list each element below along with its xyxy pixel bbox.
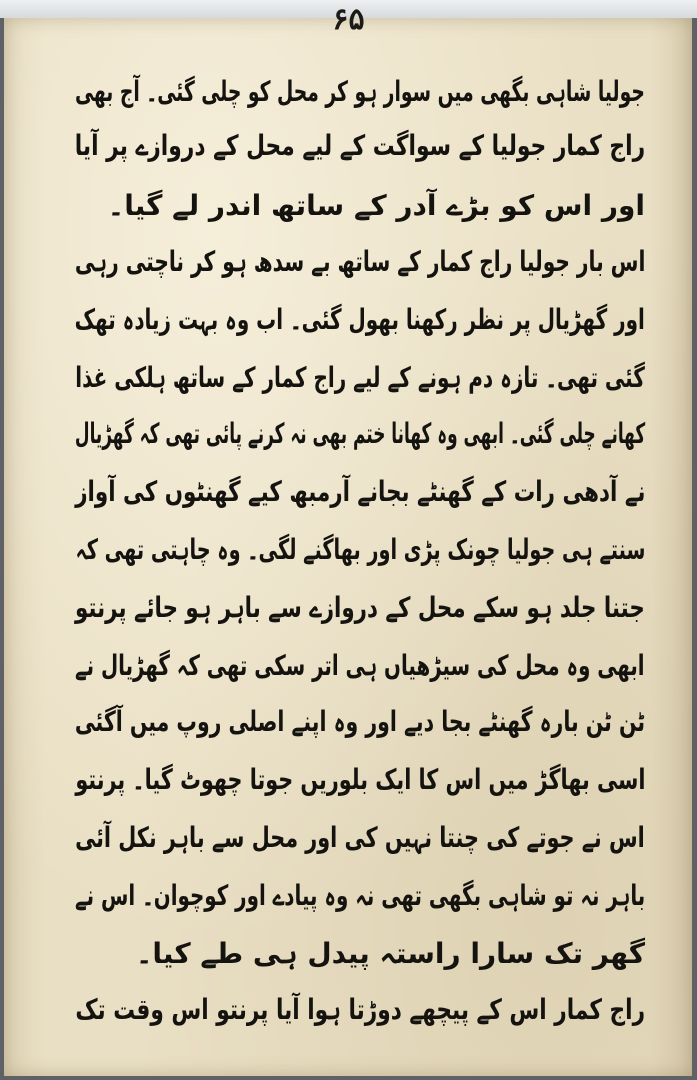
text-line-11: ابھی وہ محل کی سیڑھیاں ہی اتر سکی تھی کہ گھڑیال نے: [75, 649, 645, 682]
page-number: ۶۵: [332, 2, 365, 37]
text-line-1: جولیا شاہی بگھی میں سوار ہو کر محل کو چلی گئی۔ آج بھی: [75, 75, 645, 108]
text-line-10: جتنا جلد ہو سکے محل کے دروازے سے باہر ہو جائے پرنتو: [75, 591, 645, 624]
text-line-8: نے آدھی رات کے گھنٹے بجانے آرمبھ کیے گھنٹوں کی آواز: [74, 475, 645, 508]
text-line-2: راج کمار جولیا کے سواگت کے لیے محل کے دروازے پر آیا: [74, 129, 645, 162]
text-line-9: سنتے ہی جولیا چونک پڑی اور بھاگنے لگی۔ وہ چاہتی تھی کہ: [75, 533, 645, 566]
text-line-6: گئی تھی۔ تازہ دم ہونے کے لیے راج کمار کے ساتھ ہلکی غذا: [75, 361, 645, 394]
text-line-4: اس بار جولیا راج کمار کے ساتھ بے سدھ ہو کر ناچتی رہی: [74, 245, 645, 278]
text-line-5: اور گھڑیال پر نظر رکھنا بھول گئی۔ اب وہ بہت زیادہ تھک: [74, 303, 645, 336]
text-line-15: باہر نہ تو شاہی بگھی تھی نہ وہ پیادے اور کوچوان۔ اس نے: [74, 879, 645, 912]
text-line-3: اور اس کو بڑے آدر کے ساتھ اندر لے گیا۔: [107, 189, 645, 222]
text-line-13: اسی بھاگڑ میں اس کا ایک بلوریں جوتا چھوٹ گیا۔ پرنتو: [74, 763, 645, 796]
text-line-7: کھانے چلی گئی۔ ابھی وہ کھانا ختم بھی نہ کرنے پائی تھی کہ گھڑیال: [74, 417, 645, 450]
text-line-14: اس نے جوتے کی چنتا نہیں کی اور محل سے باہر نکل آئی: [75, 821, 645, 854]
text-line-16: گھر تک سارا راستہ پیدل ہی طے کیا۔: [135, 937, 645, 970]
text-line-17: راج کمار اس کے پیچھے دوڑتا ہوا آیا پرنتو اس وقت تک: [75, 993, 645, 1026]
text-line-12: ٹن ٹن بارہ گھنٹے بجا دیے اور وہ اپنے اصلی روپ میں آگئی: [74, 705, 645, 738]
